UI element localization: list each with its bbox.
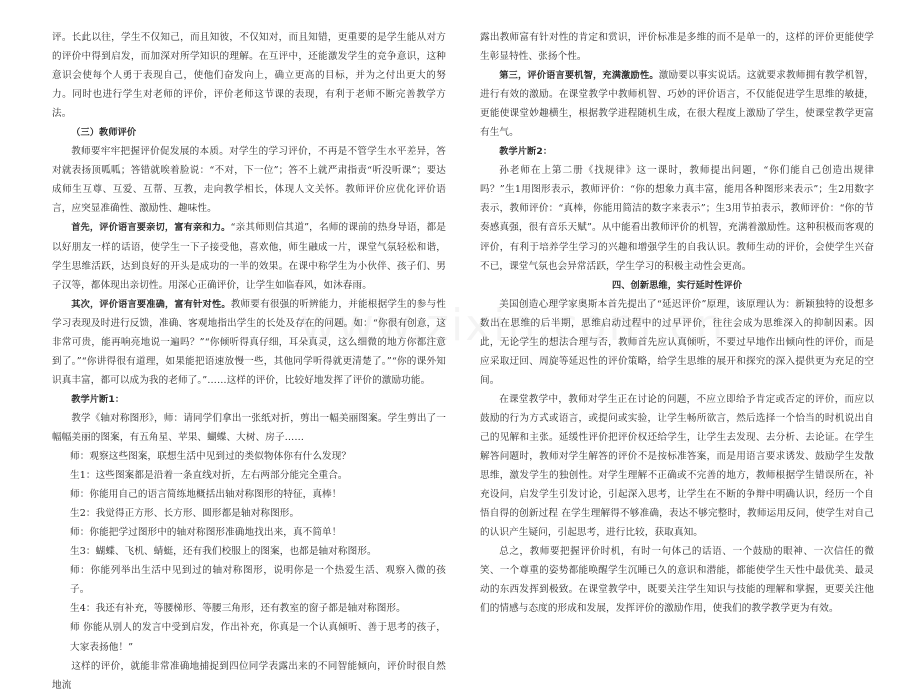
subheading-text: 教学片断1： <box>71 393 125 405</box>
dialogue-line: 生2：我觉得正方形、长方形、圆形都是轴对称图形。 <box>70 508 300 520</box>
right-column <box>480 28 874 618</box>
paragraph-lead: 其次，评价语言要准确，富有针对性。 <box>71 298 231 310</box>
paragraph: 在课堂教学中，教师对学生正在讨论的问题，不应立即给予肯定或否定的评价，而应以鼓励的行为方式或语言，或提问或实验，让学生畅所欲言，然后选择一个恰当的时机说出自己的见解和主张。延缓性评价把评价权还给学生，让学生去发现、去分析、去论证。在学生解答问题时，教师对学生解答的评价不是按标准答案，而是用语言要求诱发、鼓励学生发散思维，激发学生的独创性。对学生理解不正确或不完善的地方，教师根据学生错误所在，补充设问，启发学生引发讨论，引起深入思考，让学生在不断的争辩中明确认识，经历一个自悟自得的创新过程 在学生理解得不够准确，表达不够完整时，教师运用反问，使学生对自己的认识产生疑问，引起思考，进行比较，获取真知。 <box>480 393 874 539</box>
paragraph: 总之，教师要把握评价时机，有时一句体己的话语、一个鼓励的眼神、一次信任的微笑、一个尊重的姿势都能唤醒学生沉睡已久的意识和潜能，都能使学生天性中最优美、最灵动的东西发挥到极致。在课堂教学中，既要关注学生知识与技能的理解和掌握，更要关注他们的情感与态度的形成和发展，发挥评价的激励作用，使我们的教学教学更为有效。 <box>480 546 874 615</box>
left-column <box>52 28 446 695</box>
paragraph <box>52 218 446 294</box>
paragraph: 美国创造心理学家奥斯本首先提出了“延迟评价”原理，该原理认为：新颖独特的设想多数出在思维的后半期，思维启动过程中的过早评价，往往会成为思维深入的抑制因素。因此，无论学生的想法合理与否，教师首先应认真倾听，不要过早地作出倾向性的评价，而是应采取迂回、周旋等延迟性的评价策略，给学生思维的展开和探究的深入提供更为充足的空间。 <box>480 298 874 386</box>
subheading <box>52 390 446 409</box>
section-heading <box>52 123 446 142</box>
paragraph-body: 激励要以事实说话。这就要求教师拥有教学机智，进行有效的激励。在课堂教学中教师机智、巧妙的评价语言，不仅能促进学生思维的敏捷，更能使课堂妙趣横生，根据教学进程随机生成，在很大程度上激励了学生，使课堂教学更富有生气。 <box>480 70 875 139</box>
dialogue-line: 师：观察这些图案，联想生活中见到过的类似物体你有什么发现？ <box>70 451 352 463</box>
paragraph: 教学《轴对称图形》，师：请同学们拿出一张纸对折，剪出一幅美丽图案。学生剪出了一幅幅美丽的图案，有五角星、苹果、蝴蝶、大树、房子…… <box>52 412 446 443</box>
section-heading-text: 四、创新思维，实行延时性评价 <box>611 279 743 291</box>
paragraph <box>480 66 874 142</box>
dialogue-line: 生1：这些图案都是沿着一条直线对折，左右两部分能完全重合。 <box>70 470 348 482</box>
dialogue-line: 生3：蝴蝶、飞机、蜻蜓，还有我们校服上的图案，也都是轴对称图形。 <box>70 546 377 558</box>
paragraph: 孙老师在上第二册《找规律》这一课时，教师提出问题，“你们能自己创造出规律吗？”生1用图形表示，教师评价：“你的想象力真丰富，能用各种图形来表示”；生2用数字表示，教师评价：“真棒，你能用简洁的数字来表示”；生3用节拍表示，教师评价：“你的节奏感真强，很有音乐天赋”。从中能看出教师评价的机智，充满着激励性。这种积极而客观的评价，有利于培养学生学习的兴趣和增强学生的自我认识。教师生动的评价，会使学生兴奋不已，课堂气氛也会异常活跃，学生学习的积极主动性会更高。 <box>480 165 874 272</box>
paragraph: 教师要牢牢把握评价促发展的本质。对学生的学习评价，不再是不管学生水平差异，答对就表扬顶呱呱；答错就唉着脸说：“不对，下一位”；答不上就严肃指责“听没听课”；要达成师生互尊、互爱、互帮、互教，走向教学相长，体现人文关怀。教师评价应优化评价语言，应突显准确性、激励性、趣味性。 <box>52 146 446 215</box>
paragraph <box>52 295 446 390</box>
dialogue-line: 师：你能列举出生活中见到过的轴对称图形，说明你是一个热爱生活、观察入微的孩子。 <box>70 565 446 596</box>
dialogue-line: 师：你能用自己的语言简练地概括出轴对称图形的特征，真棒！ <box>70 489 342 501</box>
paragraph: 评。长此以往，学生不仅知己，而且知彼，不仅知对，而且知错，更重要的是学生能从对方的评价中得到启发，而加深对所学知识的理解。在互评中，还能激发学生的竞争意识，这种意识会使每个人勇于表现自己，使他们奋发向上，确立更高的目标，并为之付出更大的努力。同时也进行学生对老师的评价，评价老师这节课的表现，有利于老师不断完善教学方法。 <box>52 32 446 120</box>
subheading-text: 教学片断2： <box>499 146 553 158</box>
subheading <box>480 142 874 161</box>
dialogue-line: 师：你能把学过图形中的轴对称图形准确地找出来，真不简单！ <box>70 527 342 539</box>
paragraph-lead: 第三，评价语言要机智，充满激励性。 <box>499 70 659 82</box>
section-heading-text: （三）教师评价 <box>71 127 137 139</box>
paragraph-body: 教师要有很强的听辨能力，并能根据学生的参与性学习表现及时进行反馈，准确、客观地指出学生的长处及存在的问题。如：“你很有创意，这非常可贵，能再响亮地说一遍吗？”“你倾听得真仔细，耳朵真灵，这么细微的地方你都注意到了。”“你讲得很有道理，如果能把语速放慢一些，其他同学听得就更清楚了。”“你的课外知识真丰富，都可以成为我的老师了。”……这样的评价，比较好地发挥了评价的激励功能。 <box>52 298 447 386</box>
paragraph-lead: 首先，评价语言要亲切，富有亲和力。 <box>71 222 231 234</box>
dialogue-line: 师 你能从别人的发言中受到启发，作出补充，你真是一个认真倾听、善于思考的孩子，大家表扬他！” <box>70 622 446 653</box>
paragraph: 露出教师富有针对性的肯定和赏识，评价标准是多维的而不是单一的，这样的评价更能使学生彰显特性、张扬个性。 <box>480 32 874 63</box>
paragraph: 这样的评价，就能非常准确地捕捉到四位同学表露出来的不同智能倾向，评价时很自然地流 <box>52 660 446 691</box>
paragraph-body: “亲其师则信其道”，名师的课前的热身导语，都是以好朋友一样的话语，使学生一下子接受他，喜欢他，师生融成一片，课堂气氛轻松和谐，学生思维活跃，达到良好的开头是成功的一半的效果。在课中称学生为小伙伴、孩子们、男子汉等，都体现出亲切性。用深心正确评价，让学生如临春风，如沐春雨。 <box>52 222 447 291</box>
dialogue-line: 生4：我还有补充，等腰梯形、等腰三角形，还有教室的窗子都是轴对称图形。 <box>70 603 406 615</box>
section-heading <box>480 276 874 295</box>
